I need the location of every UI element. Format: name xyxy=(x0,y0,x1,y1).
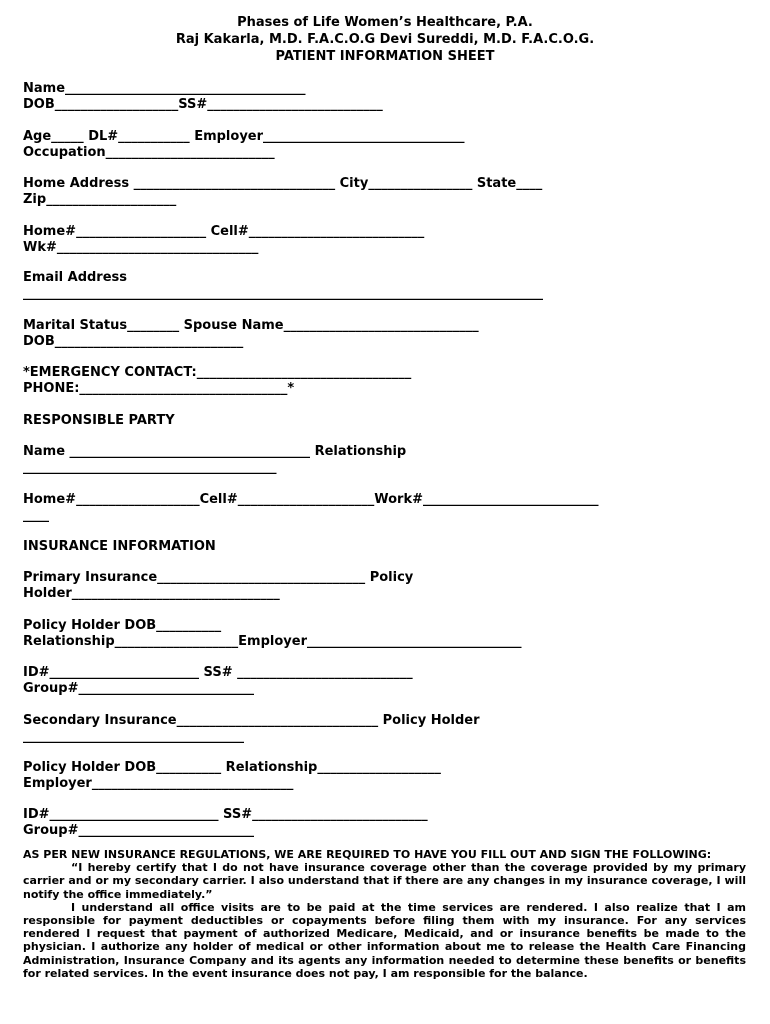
secondary-insurance-field[interactable]: Secondary Insurance_______________________________ Policy Holder xyxy=(23,713,480,728)
spouse-dob-field[interactable]: DOB_____________________________ xyxy=(23,334,244,349)
primary-group-field[interactable]: Group#___________________________ xyxy=(23,681,254,696)
primary-insurance-field[interactable]: Primary Insurance________________________________ Policy xyxy=(23,570,414,585)
secondary-id-ssn-field[interactable]: ID#__________________________ SS#___________________________ xyxy=(23,807,428,822)
patient-name-field[interactable]: Name_____________________________________ xyxy=(23,81,306,96)
marital-spouse-field[interactable]: Marital Status________ Spouse Name______________________________ xyxy=(23,318,479,333)
primary-id-ssn-field[interactable]: ID#_______________________ SS# ___________________________ xyxy=(23,665,413,680)
email-field[interactable]: ________________________________________________________________________________ xyxy=(23,286,543,301)
age-dl-employer-field[interactable]: Age_____ DL#___________ Employer_______________________________ xyxy=(23,129,465,144)
home-address-field[interactable]: Home Address _______________________________ City________________ State____ xyxy=(23,176,543,191)
responsible-phones-continued[interactable]: ____ xyxy=(23,508,49,523)
secondary-policy-holder-field[interactable]: __________________________________ xyxy=(23,729,244,744)
practice-name: Phases of Life Women’s Healthcare, P.A. xyxy=(237,15,533,30)
sheet-title: PATIENT INFORMATION SHEET xyxy=(275,49,495,64)
secondary-group-field[interactable]: Group#___________________________ xyxy=(23,823,254,838)
insurance-information-heading: INSURANCE INFORMATION xyxy=(23,539,216,554)
insurance-regulations-notice xyxy=(23,848,746,980)
responsible-name-field[interactable]: Name _____________________________________ Relationship xyxy=(23,444,407,459)
secondary-holder-dob-relationship-field[interactable]: Policy Holder DOB__________ Relationship___________________ xyxy=(23,760,441,775)
physician-names: Raj Kakarla, M.D. F.A.C.O.G Devi Sureddi, M.D. F.A.C.O.G. xyxy=(175,32,595,47)
responsible-phones-field[interactable]: Home#___________________Cell#_____________________Work#___________________________ xyxy=(23,492,599,507)
responsible-party-heading: RESPONSIBLE PARTY xyxy=(23,413,175,428)
primary-policy-holder-field[interactable]: Holder________________________________ xyxy=(23,586,280,601)
home-cell-phone-field[interactable]: Home#____________________ Cell#___________________________ xyxy=(23,224,425,239)
payment-terms-statement: I understand all office visits are to be paid at the time services are rendered. I also realize that I am responsible for payment deductibles or copayments before filing them with my insurance. For any services rendered I request that payment of authorized Medicare, Medicaid, and or insurance benefits be made to the physician. I authorize any holder of medical or other information about me to release the Health Care Financing Administration, Insurance Company and its agents any information needed to determine these benefits or benefits for related services. In the event insurance does not pay, I am responsible for the balance. xyxy=(23,900,746,980)
emergency-phone-field[interactable]: PHONE:________________________________* xyxy=(23,381,295,396)
emergency-contact-field[interactable]: *EMERGENCY CONTACT:_________________________________ xyxy=(23,365,412,380)
zip-field[interactable]: Zip____________________ xyxy=(23,192,177,207)
patient-dob-ssn-field[interactable]: DOB___________________SS#___________________________ xyxy=(23,97,383,112)
secondary-employer-field[interactable]: Employer_______________________________ xyxy=(23,776,294,791)
work-phone-field[interactable]: Wk#_______________________________ xyxy=(23,240,259,255)
relationship-field[interactable]: _______________________________________ xyxy=(23,460,277,475)
notice-heading: AS PER NEW INSURANCE REGULATIONS, WE ARE REQUIRED TO HAVE YOU FILL OUT AND SIGN THE FOLLOWING: xyxy=(23,848,712,861)
primary-relationship-employer-field[interactable]: Relationship___________________Employer_________________________________ xyxy=(23,634,522,649)
certification-statement: “I hereby certify that I do not have insurance coverage other than the coverage provided by my primary carrier and or my secondary carrier. I also understand that if there are any changes in my insurance coverage, I will notify the office immediately.” xyxy=(23,861,746,901)
occupation-field[interactable]: Occupation__________________________ xyxy=(23,145,275,160)
primary-holder-dob-field[interactable]: Policy Holder DOB__________ xyxy=(23,618,222,633)
email-label: Email Address xyxy=(23,270,128,285)
